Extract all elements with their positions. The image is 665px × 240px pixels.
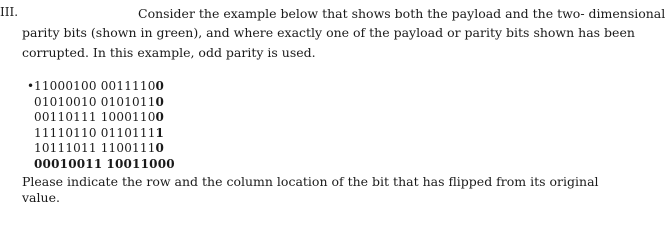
prompt-line-1: Please indicate the row and the column location of the bit that has flipped from its original bbox=[22, 174, 599, 189]
bit-group-a: 10111011 bbox=[34, 141, 97, 156]
bit-group-a: 11110110 bbox=[34, 125, 97, 140]
parity-bit: 0 bbox=[155, 110, 165, 125]
bit-group-b: 1100111 bbox=[100, 141, 156, 156]
bit-row bbox=[34, 95, 175, 111]
question-text-line-2: parity bits (shown in green), and where exactly one of the payload or parity bits shown has been bbox=[22, 25, 635, 40]
bit-group-b: 1001100 bbox=[106, 156, 167, 171]
bit-row bbox=[27, 79, 175, 95]
parity-row bbox=[34, 157, 175, 173]
bit-group-a: 00010011 bbox=[34, 156, 103, 171]
parity-bit: 1 bbox=[155, 125, 165, 140]
bit-group-b: 0011110 bbox=[100, 79, 156, 93]
bit-group-a: 00110111 bbox=[34, 110, 97, 125]
bit-row bbox=[34, 141, 175, 157]
parity-bit: 0 bbox=[155, 94, 165, 109]
parity-bit: 0 bbox=[155, 141, 165, 156]
parity-bit: 0 bbox=[155, 79, 165, 93]
bit-row bbox=[34, 126, 175, 142]
question-text-line-1: Consider the example below that shows both the payload and the two- dimensional bbox=[138, 6, 665, 21]
bit-group-b: 1000110 bbox=[100, 110, 156, 125]
question-number: III. bbox=[0, 5, 19, 19]
parity-bit: 0 bbox=[166, 156, 175, 171]
bit-matrix bbox=[27, 79, 175, 173]
bit-group-a: 01010010 bbox=[34, 94, 97, 109]
prompt-line-2: value. bbox=[22, 190, 60, 205]
bullet-marker: • bbox=[27, 79, 35, 93]
bit-group-b: 0101011 bbox=[100, 94, 156, 109]
bit-row bbox=[34, 110, 175, 126]
question-text-line-3: corrupted. In this example, odd parity is used. bbox=[22, 45, 316, 60]
bit-group-b: 0110111 bbox=[100, 125, 156, 140]
bit-group-a: 11000100 bbox=[34, 79, 97, 93]
